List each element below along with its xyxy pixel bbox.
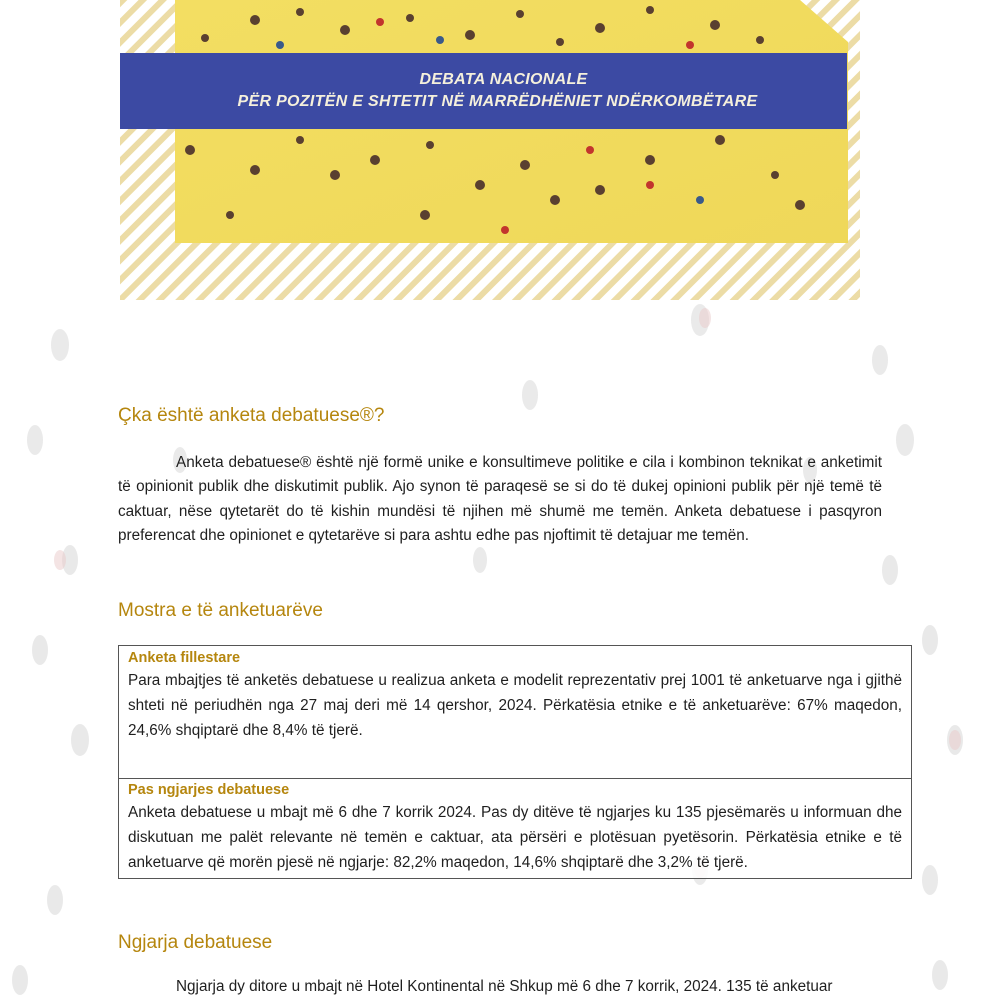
box-title-initial: Anketa fillestare bbox=[128, 650, 241, 666]
box-text-after: Anketa debatuese u mbajt më 6 dhe 7 korrik 2024. Pas dy ditëve të ngjarjes ku 135 pjesëmarës u informuan dhe diskutuan me palët relevante në temën e caktuar, ata përsëri e plotësuan pyetësorin. Përkatësia etnike e të anketuarve që morën pjesë në ngjarje: 82,2% maqedon, 14,6% shqiptarë dhe 3,2% të tjerë. bbox=[128, 804, 902, 871]
banner-title-line1: DEBATA NACIONALE bbox=[419, 71, 588, 88]
box-title-after: Pas ngjarjes debatuese bbox=[128, 782, 290, 798]
sample-box-after bbox=[118, 778, 912, 879]
banner-title-line2: PËR POZITËN E SHTETIT NË MARRËDHËNIET NDËRKOMBËTARE bbox=[237, 93, 758, 110]
paragraph-event bbox=[118, 975, 882, 999]
sample-box-initial bbox=[118, 645, 912, 779]
section-heading-sample: Mostra e të anketuarëve bbox=[118, 600, 323, 621]
box-text-initial: Para mbajtjes të anketës debatuese u realizua anketa e modelit reprezentativ prej 1001 të anketuarve nga i gjithë shteti në periudhën nga 27 maj deri më 14 qershor, 2024. Përkatësia etnike e të anketuarëve: 67% maqedon, 24,6% shqiptarë dhe 8,4% të tjerë. bbox=[128, 672, 902, 739]
paragraph-what-is bbox=[118, 451, 882, 549]
section-heading-event: Ngjarja debatuese bbox=[118, 932, 273, 953]
section-heading-what-is: Çka është anketa debatuese®? bbox=[118, 405, 385, 426]
paragraph-what-is-text: Anketa debatuese® është një formë unike e konsultimeve politike e cila i kombinon teknikat e anketimit të opinionit publik dhe diskutimit publik. Ajo synon të paraqesë se si do të dukej opinioni publik për një temë të caktuar, nëse qytetarët do të kishin mundësi të njihen më shumë me temën. Anketa debatuese i pasqyron preferencat dhe opinionet e qytetarëve si para ashtu edhe pas njoftimit të detajuar me temën. bbox=[118, 454, 882, 545]
paragraph-event-text: Ngjarja dy ditore u mbajt në Hotel Kontinental në Shkup më 6 dhe 7 korrik, 2024. 135 të anketuar bbox=[176, 978, 833, 995]
